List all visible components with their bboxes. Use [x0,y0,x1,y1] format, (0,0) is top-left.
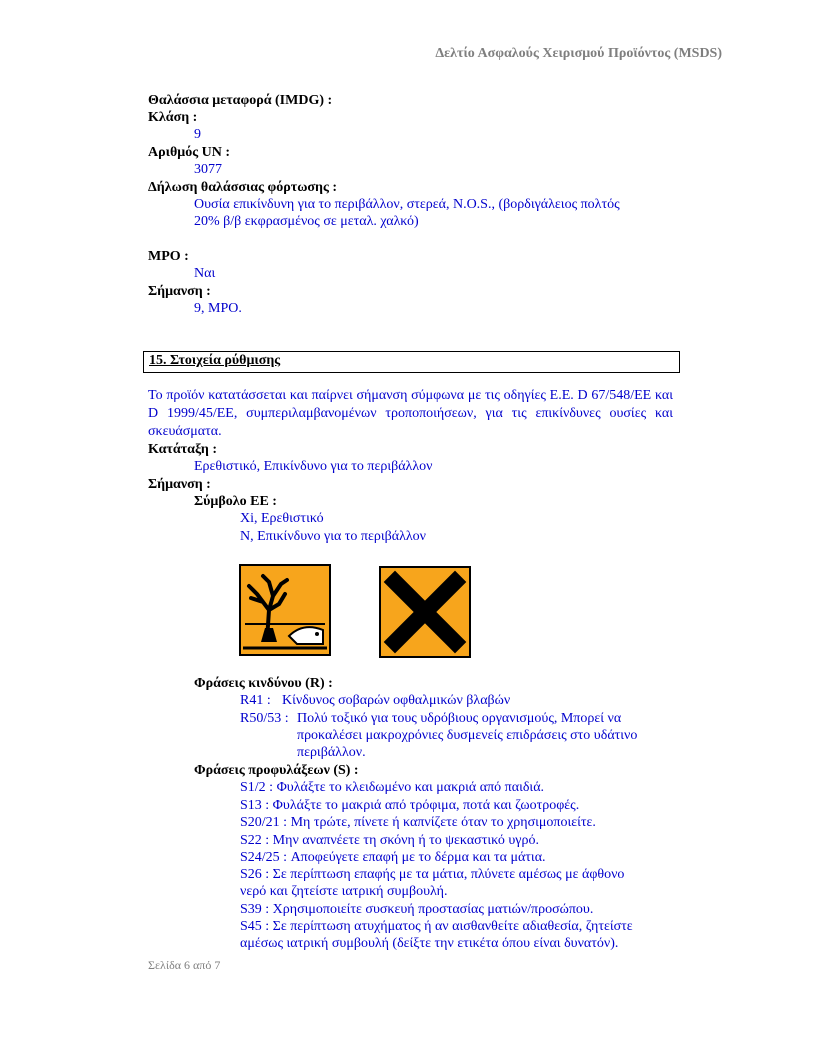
safety-phrase-s20-21: S20/21 : Μη τρώτε, πίνετε ή καπνίζετε όταν το χρησιμοποιείτε. [240,815,596,830]
safety-phrases-label: Φράσεις προφυλάξεων (S) : [194,763,359,778]
risk-code-r41: R41 : [240,693,271,708]
x-cross-icon [379,566,469,656]
declaration-line-1: Ουσία επικίνδυνη για το περιβάλλον, στερεά, N.O.S., (βορδιγάλειος πολτός [194,197,620,212]
regulation-paragraph: Το προϊόν κατατάσσεται και παίρνει σήμανση σύμφωνα με τις οδηγίες Ε.Ε. D 67/548/EE και D 1999/45/EE, συμπεριλαμβανομένων τροποποιήσεων, για τις επικίνδυνες ουσίες και σκευάσματα. [148,388,673,439]
safety-phrase-s22: S22 : Μην αναπνέετε τη σκόνη ή το ψεκαστικό υγρό. [240,833,539,848]
transport-labeling-value: 9, MPO. [194,301,242,316]
safety-phrase-s13: S13 : Φυλάξτε το μακριά από τρόφιμα, ποτά και ζωοτροφές. [240,798,580,813]
dead-tree-fish-icon [239,564,329,654]
class-value: 9 [194,127,201,142]
transport-labeling-label: Σήμανση : [148,284,211,299]
classification-label: Κατάταξη : [148,442,218,457]
safety-phrase-s45: S45 : Σε περίπτωση ατυχήματος ή αν αισθανθείτε αδιαθεσία, ζητείστε [240,919,633,934]
risk-text-r50-53-line-3: περιβάλλον. [297,745,366,760]
section-15-title: 15. Στοιχεία ρύθμισης [149,353,281,368]
class-label: Κλάση : [148,110,198,125]
labeling-label: Σήμανση : [148,477,211,492]
safety-phrase-s1-2: S1/2 : Φυλάξτε το κλειδωμένο και μακριά από παιδιά. [240,780,545,795]
declaration-label: Δήλωση θαλάσσιας φόρτωσης : [148,180,338,195]
classification-value: Ερεθιστικό, Επικίνδυνο για το περιβάλλον [194,459,433,474]
page-footer: Σελίδα 6 από 7 [148,958,221,972]
un-label: Αριθμός UN : [148,145,230,160]
eu-symbol-label: Σύμβολο ΕΕ : [194,494,277,509]
un-value: 3077 [194,162,222,177]
risk-text-r50-53-line-1: Πολύ τοξικό για τους υδρόβιους οργανισμούς, Μπορεί να [297,711,622,726]
safety-phrase-s24-25: S24/25 : Αποφεύγετε επαφή με το δέρμα και τα μάτια. [240,850,546,865]
document-header: Δελτίο Ασφαλούς Χειρισμού Προϊόντος (MSDS) [435,46,722,61]
mpo-value: Ναι [194,266,216,281]
imdg-label: Θαλάσσια μεταφορά (IMDG) : [148,93,333,108]
safety-phrase-s26-cont: νερό και ζητείστε ιατρική συμβουλή. [240,884,448,899]
safety-phrase-s26: S26 : Σε περίπτωση επαφής με τα μάτια, πλύνετε αμέσως με άφθονο [240,867,625,882]
risk-text-r41: Κίνδυνος σοβαρών οφθαλμικών βλαβών [282,693,511,708]
declaration-line-2: 20% β/β εκφρασμένος σε μεταλ. χαλκό) [194,214,419,229]
risk-text-r50-53-line-2: προκαλέσει μακροχρόνιες δυσμενείς επιδράσεις στο υδάτινο [297,728,638,743]
eu-symbol-xi: Xi, Ερεθιστικό [240,511,324,526]
mpo-label: MPO : [148,249,189,264]
risk-code-r50-53: R50/53 : [240,711,289,726]
safety-phrase-s39: S39 : Χρησιμοποιείτε συσκευή προστασίας ματιών/προσώπου. [240,902,594,917]
eu-symbol-n: N, Επικίνδυνο για το περιβάλλον [240,529,426,544]
risk-phrases-label: Φράσεις κινδύνου (R) : [194,676,333,691]
section-15-heading [143,351,680,373]
safety-phrase-s45-cont: αμέσως ιατρική συμβουλή (δείξτε την ετικέτα όπου είναι δυνατόν). [240,936,619,951]
